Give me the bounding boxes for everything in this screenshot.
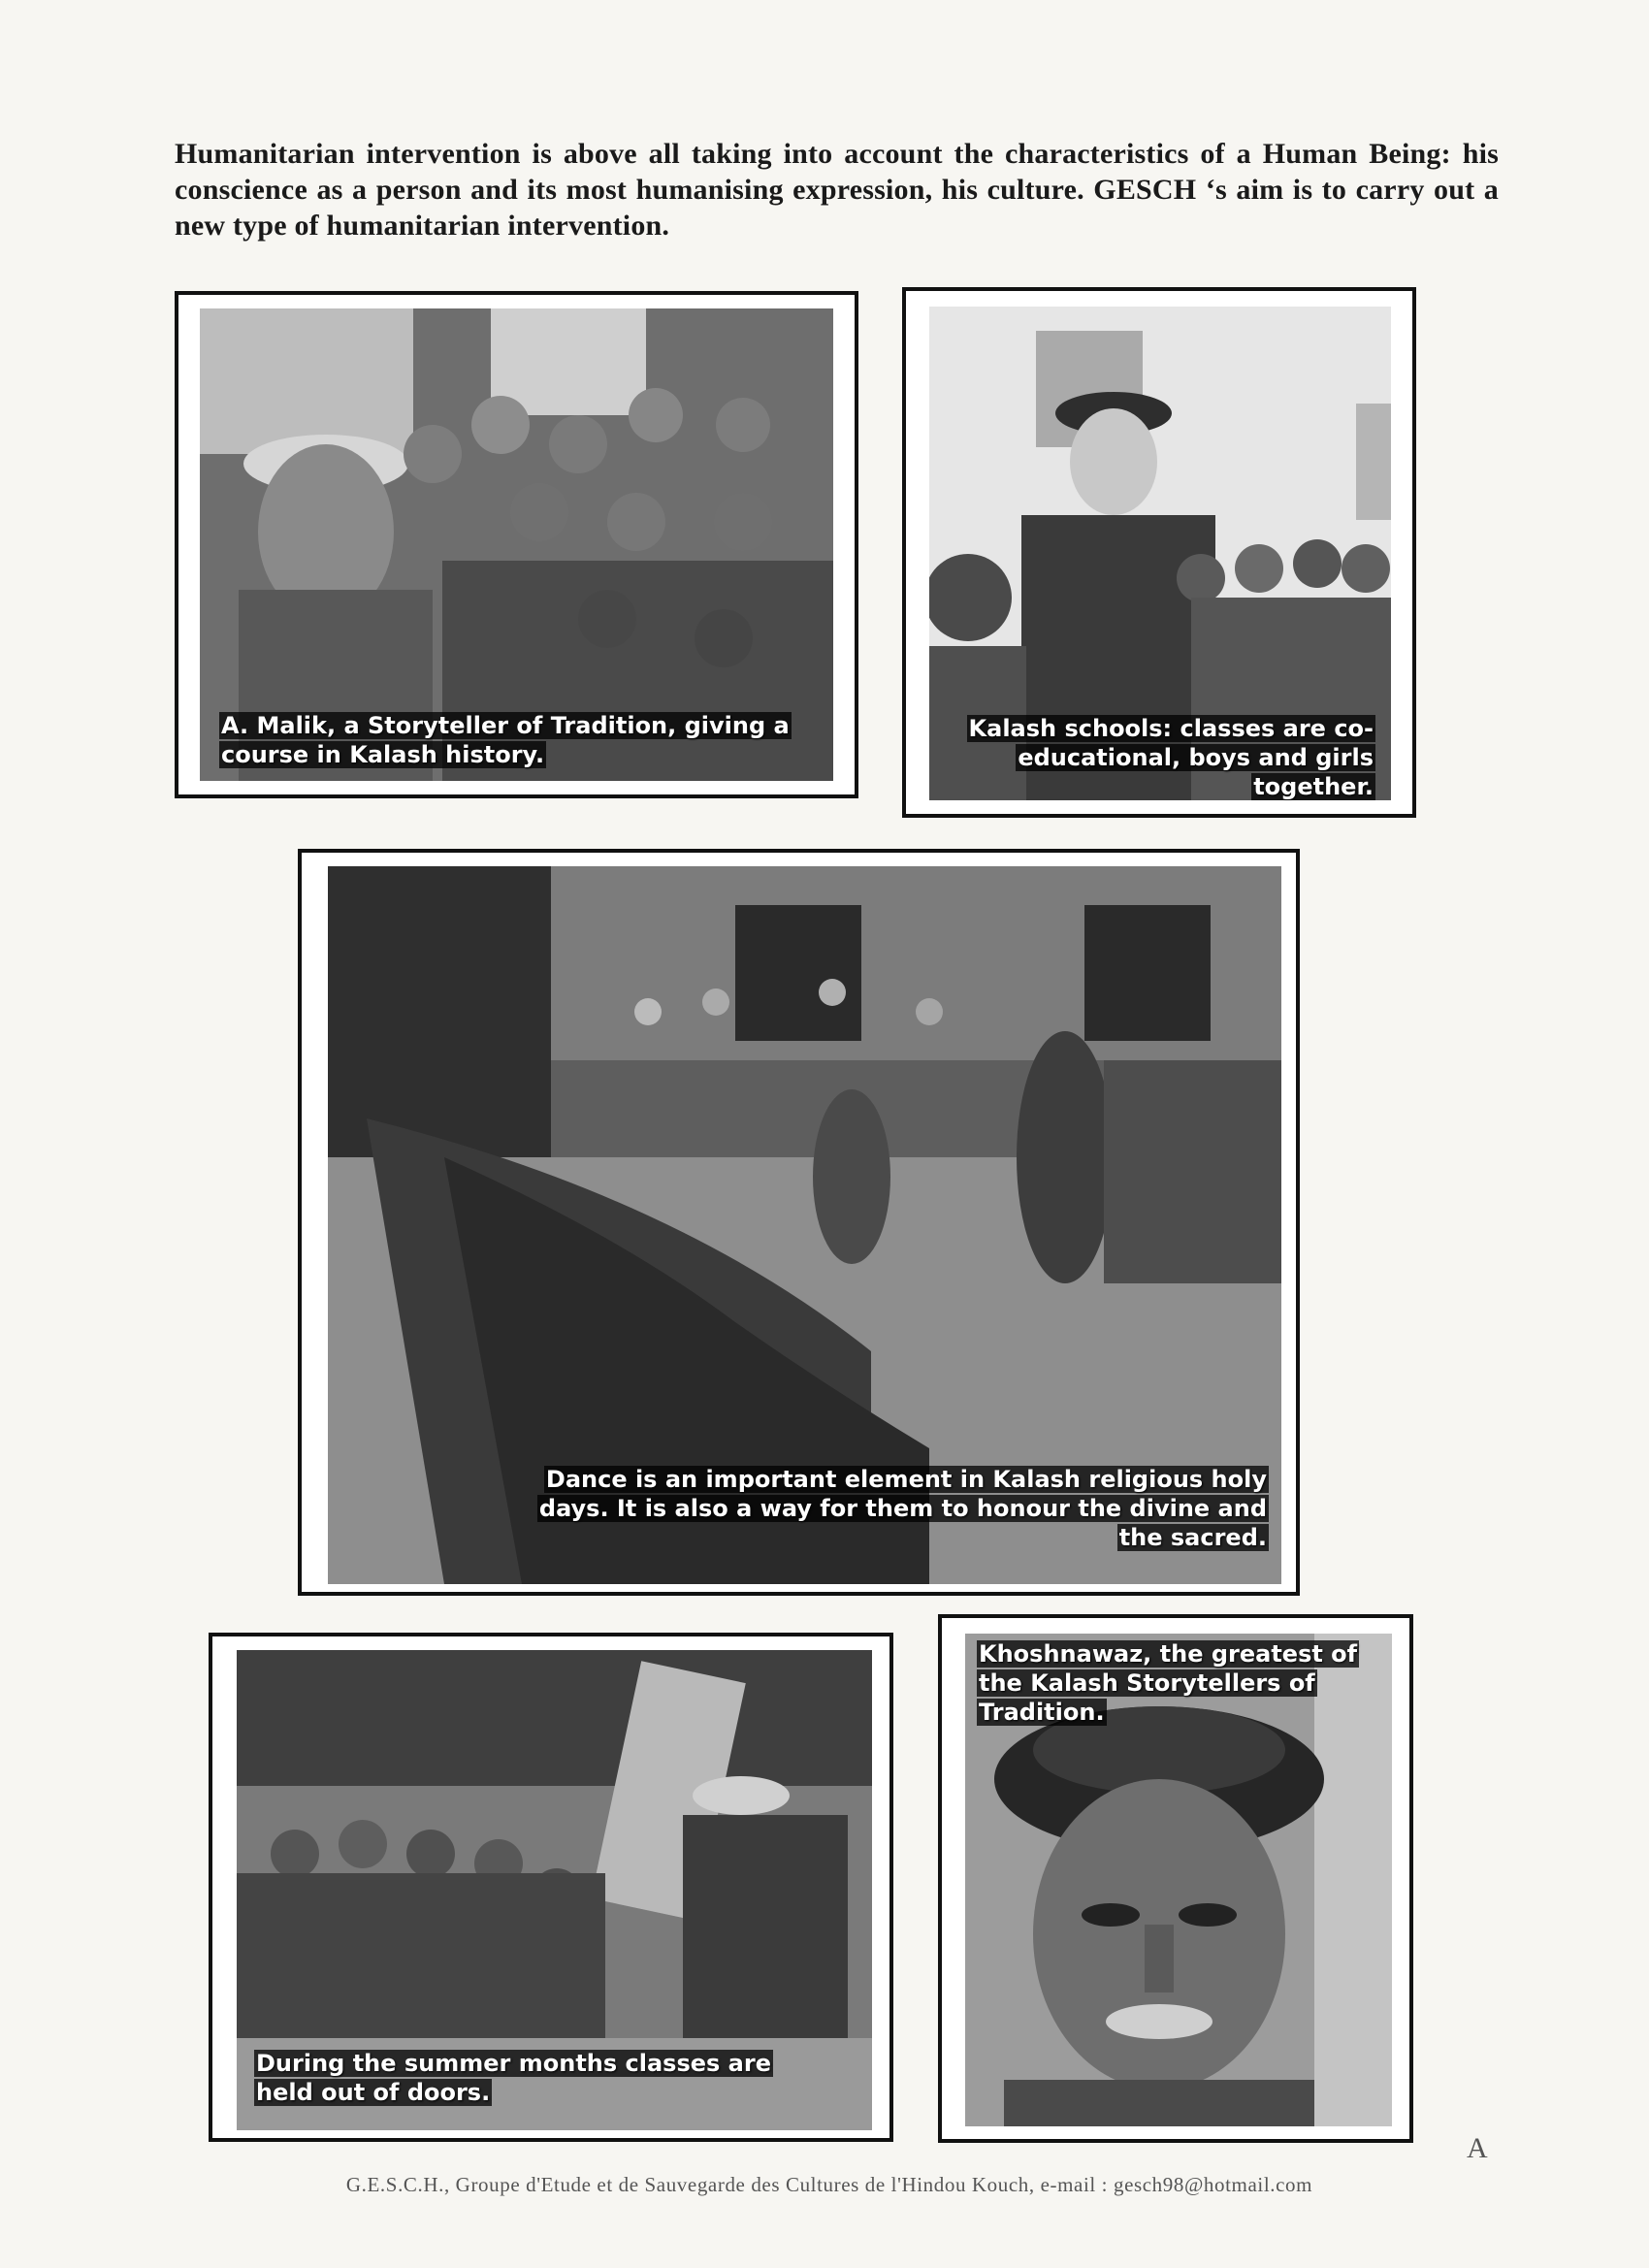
caption-kalash-school: Kalash schools: classes are co-educational, boys and girls together. (968, 715, 1374, 800)
photo-frame-kalash-school (902, 287, 1416, 818)
photo-outdoor-class (237, 1650, 872, 2130)
photo-frame-storyteller-class (175, 291, 858, 798)
photo-frame-kalash-dance (298, 849, 1300, 1596)
photo-storyteller-class-image (200, 308, 833, 781)
caption-khoshnawaz: Khoshnawaz, the greatest of the Kalash Storytellers of Tradition. (979, 1640, 1358, 1726)
photo-frame-khoshnawaz (938, 1614, 1413, 2143)
photo-kalash-school (929, 307, 1391, 800)
caption-storyteller-class: A. Malik, a Storyteller of Tradition, giving a course in Kalash history. (221, 712, 790, 768)
footer-contact: G.E.S.C.H., Groupe d'Etude et de Sauvegarde des Cultures de l'Hindou Kouch, e-mail : gesch98@hotmail.com (345, 2173, 1313, 2196)
intro-paragraph: Humanitarian intervention is above all taking into account the characteristics of a Human Being: his conscience as a person and its most humanising expression, his culture. GESCH ‘s aim is to carry out a new type of humanitarian intervention. (175, 138, 1499, 242)
photo-kalash-dance (328, 866, 1281, 1584)
photo-storyteller-class (200, 308, 833, 781)
page-letter: A (1467, 2132, 1488, 2164)
photo-frame-outdoor-class (209, 1633, 893, 2142)
photo-khoshnawaz (965, 1634, 1392, 2126)
caption-outdoor-class: During the summer months classes are held out of doors. (256, 2050, 771, 2106)
caption-kalash-dance: Dance is an important element in Kalash religious holy days. It is also a way for them to honour the divine and the sacred. (538, 1466, 1267, 1551)
